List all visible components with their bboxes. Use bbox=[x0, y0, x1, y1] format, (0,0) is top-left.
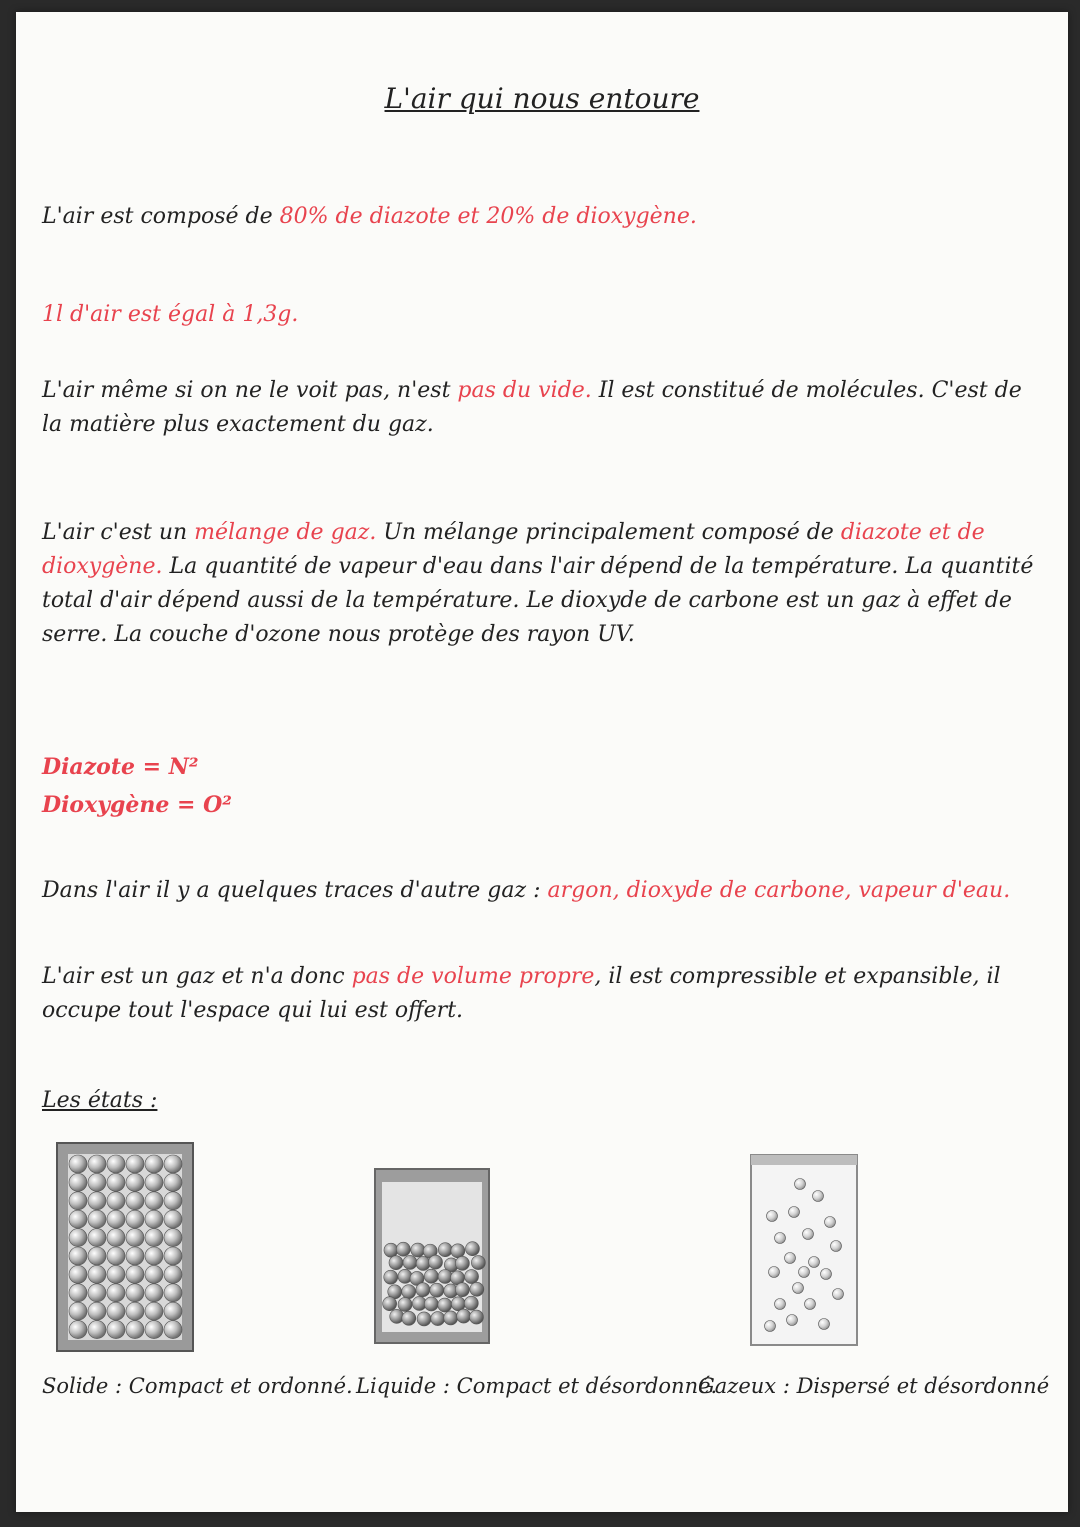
solid-particle bbox=[88, 1302, 106, 1320]
liquid-particle bbox=[438, 1243, 452, 1257]
liquid-particle bbox=[424, 1297, 438, 1311]
solid-particle bbox=[88, 1321, 106, 1339]
solid-particle bbox=[164, 1247, 182, 1265]
liquid-particle bbox=[469, 1310, 483, 1324]
caption-solid: Solide : Compact et ordonné. bbox=[42, 1374, 353, 1398]
solid-particle bbox=[69, 1284, 87, 1302]
solid-particle bbox=[126, 1321, 144, 1339]
solid-particle bbox=[126, 1229, 144, 1247]
solid-particle bbox=[107, 1210, 125, 1228]
solid-particle bbox=[107, 1247, 125, 1265]
gas-particle bbox=[799, 1267, 810, 1278]
solid-particle bbox=[88, 1265, 106, 1283]
liquid-particle bbox=[417, 1312, 431, 1326]
solid-particle bbox=[145, 1284, 163, 1302]
liquid-particle bbox=[429, 1255, 443, 1269]
highlight-traces: argon, dioxyde de carbone, vapeur d'eau. bbox=[547, 878, 1011, 903]
highlight-not-vacuum: pas du vide. bbox=[457, 378, 592, 403]
solid-particle bbox=[107, 1155, 125, 1173]
liquid-particle bbox=[455, 1283, 469, 1297]
formula-oxygen: Dioxygène = O² bbox=[42, 792, 232, 818]
gas-particle bbox=[789, 1207, 800, 1218]
gas-particle bbox=[775, 1233, 786, 1244]
solid-particle bbox=[107, 1321, 125, 1339]
liquid-particle bbox=[402, 1311, 416, 1325]
gas-particle bbox=[787, 1315, 798, 1326]
liquid-particle bbox=[384, 1243, 398, 1257]
gas-particle bbox=[775, 1299, 786, 1310]
paragraph-traces: Dans l'air il y a quelques traces d'autre gaz : argon, dioxyde de carbone, vapeur d'eau. bbox=[42, 878, 1011, 903]
solid-particle bbox=[88, 1155, 106, 1173]
solid-particle bbox=[145, 1173, 163, 1191]
solid-particle bbox=[69, 1321, 87, 1339]
liquid-particle bbox=[403, 1255, 417, 1269]
gas-state-figure bbox=[750, 1154, 858, 1346]
solid-particle bbox=[164, 1155, 182, 1173]
solid-particle bbox=[69, 1192, 87, 1210]
page-title: L'air qui nous entoure bbox=[384, 82, 700, 115]
solid-particle bbox=[164, 1284, 182, 1302]
liquid-particle bbox=[465, 1242, 479, 1256]
liquid-particle bbox=[411, 1243, 425, 1257]
liquid-particle bbox=[430, 1283, 444, 1297]
solid-particle bbox=[107, 1302, 125, 1320]
solid-state-figure bbox=[56, 1142, 194, 1352]
liquid-particle bbox=[455, 1256, 469, 1270]
gas-particle bbox=[831, 1241, 842, 1252]
solid-particle bbox=[145, 1302, 163, 1320]
liquid-particle bbox=[457, 1309, 471, 1323]
liquid-particle bbox=[424, 1269, 438, 1283]
solid-particle bbox=[164, 1321, 182, 1339]
liquid-particle bbox=[465, 1270, 479, 1284]
solid-particle bbox=[69, 1302, 87, 1320]
liquid-particle bbox=[431, 1312, 445, 1326]
liquid-particle bbox=[384, 1270, 398, 1284]
liquid-particle bbox=[390, 1309, 404, 1323]
highlight-main-gases: diazote et de dioxygène. bbox=[42, 520, 985, 579]
solid-particle bbox=[164, 1210, 182, 1228]
solid-particle bbox=[126, 1173, 144, 1191]
gas-particle bbox=[793, 1283, 804, 1294]
solid-particle bbox=[88, 1210, 106, 1228]
gas-container-rim bbox=[751, 1155, 857, 1165]
solid-particle bbox=[69, 1265, 87, 1283]
solid-particle bbox=[145, 1321, 163, 1339]
highlight-volume: pas de volume propre bbox=[351, 964, 595, 989]
caption-gas: Gazeux : Dispersé et désordonné bbox=[698, 1374, 1050, 1398]
liquid-particle bbox=[416, 1256, 430, 1270]
liquid-particle bbox=[398, 1269, 412, 1283]
highlight-mixture: mélange de gaz. bbox=[194, 520, 377, 545]
liquid-state-figure bbox=[374, 1168, 490, 1344]
gas-particle bbox=[769, 1267, 780, 1278]
gas-particle bbox=[785, 1253, 796, 1264]
highlight-composition: 80% de diazote et 20% de dioxygène. bbox=[279, 204, 697, 229]
solid-particle bbox=[126, 1265, 144, 1283]
solid-particle bbox=[88, 1192, 106, 1210]
liquid-particle bbox=[416, 1283, 430, 1297]
gas-particle bbox=[819, 1319, 830, 1330]
solid-particle bbox=[126, 1247, 144, 1265]
solid-particle bbox=[107, 1265, 125, 1283]
solid-particle bbox=[107, 1229, 125, 1247]
solid-particle bbox=[145, 1192, 163, 1210]
solid-particle bbox=[107, 1173, 125, 1191]
liquid-particle bbox=[389, 1256, 403, 1270]
solid-particle bbox=[164, 1173, 182, 1191]
liquid-particle bbox=[396, 1242, 410, 1256]
liquid-particle bbox=[444, 1311, 458, 1325]
solid-particle bbox=[107, 1192, 125, 1210]
paragraph-volume: L'air est un gaz et n'a donc pas de volume propre, il est compressible et expansible, il occupe tout l'espace qui lui est offert. bbox=[42, 964, 1001, 1023]
solid-particle bbox=[107, 1284, 125, 1302]
gas-particle bbox=[821, 1269, 832, 1280]
solid-particle bbox=[88, 1247, 106, 1265]
gas-particle bbox=[803, 1229, 814, 1240]
solid-particle bbox=[88, 1173, 106, 1191]
gas-particle bbox=[809, 1257, 820, 1268]
solid-particle bbox=[126, 1284, 144, 1302]
liquid-particle bbox=[438, 1298, 452, 1312]
liquid-particle bbox=[451, 1297, 465, 1311]
gas-particle bbox=[767, 1211, 778, 1222]
gas-particle bbox=[795, 1179, 806, 1190]
solid-particle bbox=[69, 1210, 87, 1228]
gas-particle bbox=[833, 1289, 844, 1300]
paragraph-gas-mixture: L'air c'est un mélange de gaz. Un mélange principalement composé de diazote et de dioxygène. La quantité de vapeur d'eau dans l'air dépend de la température. La quantité total d'air dépend aussi de la température. Le dioxyde de carbone est un gaz à effet de serre. La couche d'ozone nous protège des rayon UV. bbox=[42, 520, 1034, 647]
solid-particle bbox=[145, 1210, 163, 1228]
paragraph-not-vacuum: L'air même si on ne le voit pas, n'est pas du vide. Il est constitué de molécules. C'est de la matière plus exactement du gaz. bbox=[42, 378, 1022, 437]
states-heading: Les états : bbox=[42, 1088, 158, 1113]
gas-particle bbox=[805, 1299, 816, 1310]
solid-particle bbox=[164, 1192, 182, 1210]
solid-particle bbox=[164, 1265, 182, 1283]
liquid-particle bbox=[464, 1296, 478, 1310]
solid-particle bbox=[164, 1302, 182, 1320]
liquid-particle bbox=[402, 1285, 416, 1299]
liquid-particle bbox=[438, 1269, 452, 1283]
solid-particle bbox=[69, 1173, 87, 1191]
solid-particle bbox=[69, 1229, 87, 1247]
solid-particle bbox=[145, 1229, 163, 1247]
notebook-page bbox=[16, 12, 1068, 1512]
solid-particle bbox=[126, 1210, 144, 1228]
solid-particle bbox=[145, 1247, 163, 1265]
caption-liquid: Liquide : Compact et désordonné. bbox=[356, 1374, 718, 1398]
liquid-particle bbox=[451, 1244, 465, 1258]
solid-particle bbox=[69, 1247, 87, 1265]
liquid-particle bbox=[398, 1297, 412, 1311]
liquid-particle bbox=[471, 1256, 485, 1270]
solid-particle bbox=[145, 1155, 163, 1173]
solid-particle bbox=[88, 1284, 106, 1302]
solid-particle bbox=[69, 1155, 87, 1173]
solid-particle bbox=[145, 1265, 163, 1283]
gas-particle bbox=[765, 1321, 776, 1332]
solid-particle bbox=[164, 1229, 182, 1247]
paragraph-mass: 1l d'air est égal à 1,3g. bbox=[42, 302, 299, 327]
gas-particle bbox=[813, 1191, 824, 1202]
solid-particle bbox=[126, 1302, 144, 1320]
solid-particle bbox=[88, 1229, 106, 1247]
liquid-particle bbox=[470, 1282, 484, 1296]
solid-particle bbox=[126, 1155, 144, 1173]
gas-particle bbox=[825, 1217, 836, 1228]
formula-nitrogen: Diazote = N² bbox=[42, 754, 199, 780]
liquid-particle bbox=[383, 1297, 397, 1311]
paragraph-composition: L'air est composé de 80% de diazote et 20% de dioxygène. bbox=[42, 204, 697, 229]
solid-particle bbox=[126, 1192, 144, 1210]
